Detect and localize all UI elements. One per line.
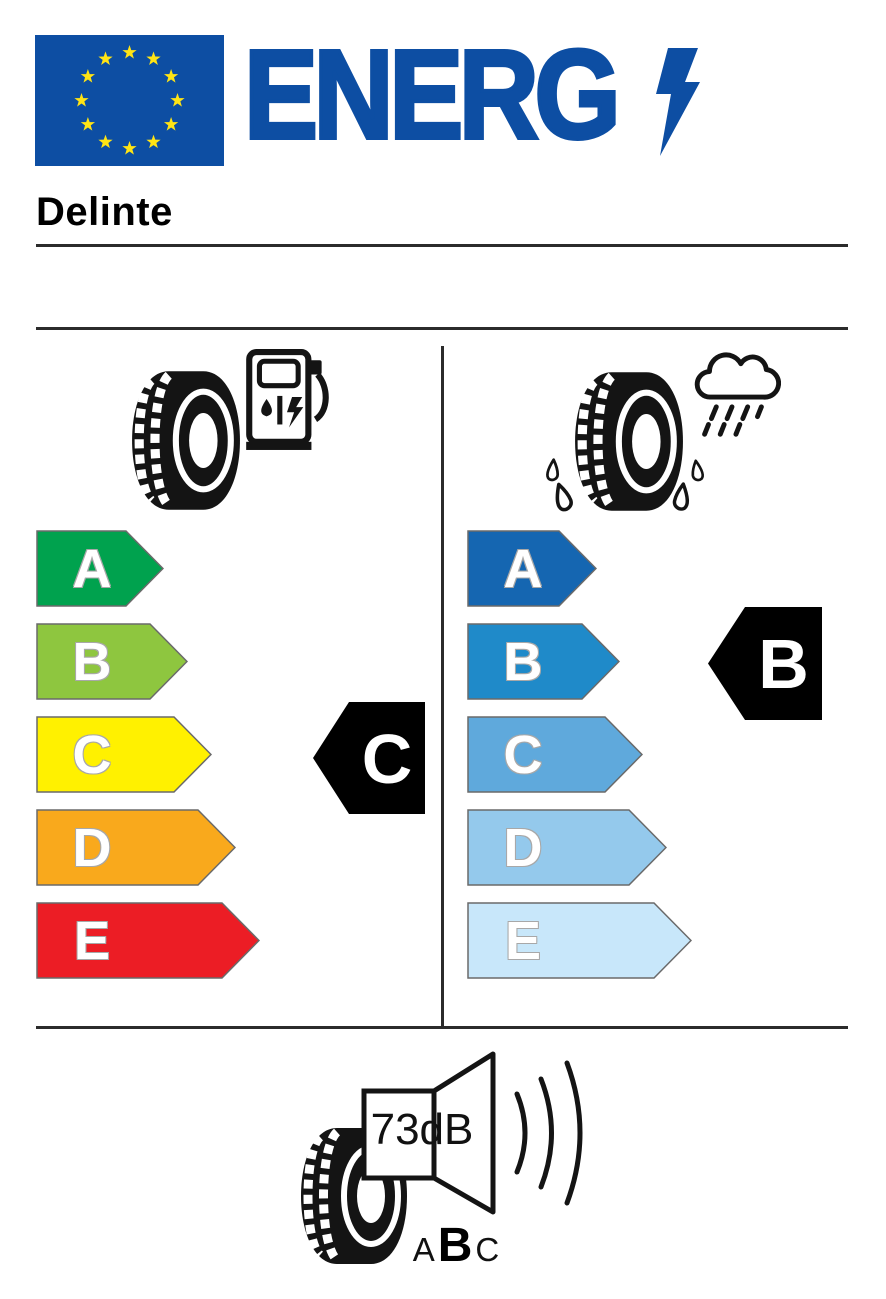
wet-class-e-label: E xyxy=(504,911,542,971)
noise-class-b-rating: B xyxy=(437,1219,473,1272)
energ-logo-text: ENERG xyxy=(244,24,617,165)
fuel-class-e-label: E xyxy=(73,911,111,971)
wet-class-a-arrow xyxy=(467,530,597,607)
noise-class-scale xyxy=(411,1218,501,1272)
fuel-pump-icon xyxy=(246,348,332,452)
rain-cloud-icon xyxy=(683,346,781,452)
wet-class-e-arrow xyxy=(467,902,692,979)
fuel-class-b-arrow xyxy=(36,623,188,700)
wet-class-c-arrow xyxy=(467,716,643,793)
eu-flag-icon xyxy=(35,35,224,166)
divider-top xyxy=(36,244,848,247)
tire-icon-fuel xyxy=(128,368,242,513)
divider-upper xyxy=(36,327,848,330)
wet-class-d-arrow xyxy=(467,809,667,886)
fuel-class-a-arrow xyxy=(36,530,164,607)
fuel-class-b-label: B xyxy=(72,632,112,692)
fuel-class-c-arrow xyxy=(36,716,212,793)
fuel-class-d-arrow xyxy=(36,809,236,886)
wet-rating-indicator xyxy=(708,607,822,720)
wet-rating-letter: B xyxy=(758,625,809,703)
fuel-rating-letter: C xyxy=(361,720,413,798)
brand-name: Delinte xyxy=(36,190,173,234)
divider-vertical xyxy=(441,346,444,1026)
water-splash-icon xyxy=(684,457,711,486)
lightning-bolt-icon xyxy=(653,48,703,156)
noise-db-value: 73dB xyxy=(370,1105,474,1154)
fuel-class-c-label: C xyxy=(72,725,112,785)
wet-class-a-label: A xyxy=(503,539,543,599)
divider-lower xyxy=(36,1026,848,1029)
wet-class-b-label: B xyxy=(503,632,543,692)
wet-class-d-label: D xyxy=(503,818,543,878)
sound-waves-icon xyxy=(517,1063,580,1203)
fuel-class-a-label: A xyxy=(72,539,112,599)
noise-class-c: C xyxy=(475,1231,500,1268)
wet-class-c-label: C xyxy=(503,725,543,785)
fuel-class-d-label: D xyxy=(72,818,112,878)
noise-class-a: A xyxy=(412,1231,435,1268)
fuel-class-e-arrow xyxy=(36,902,260,979)
wet-class-b-arrow xyxy=(467,623,620,700)
fuel-rating-indicator xyxy=(313,702,425,814)
